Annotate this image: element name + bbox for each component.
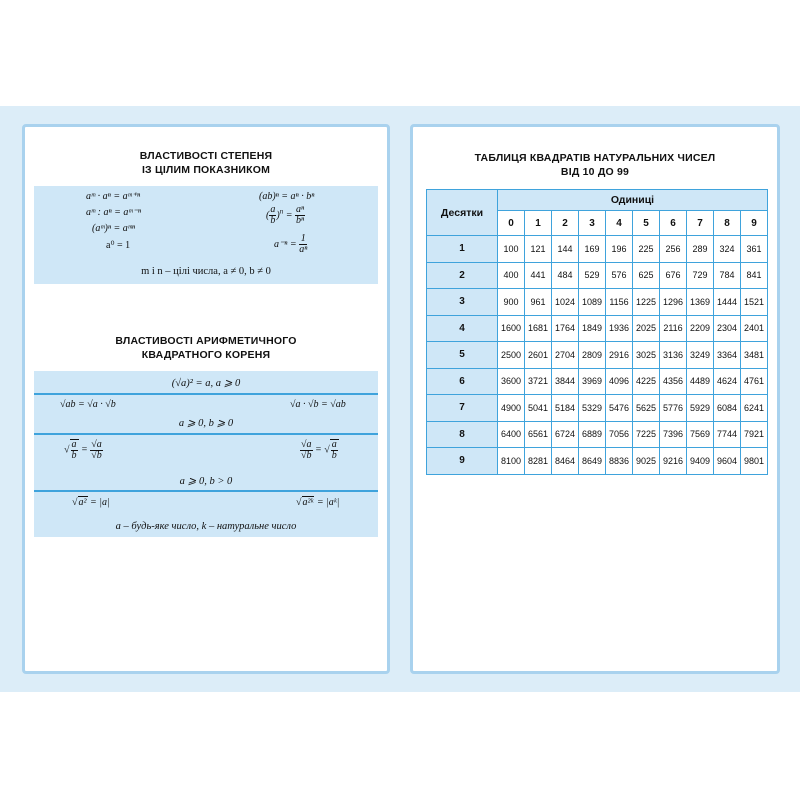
square-cell: 1600: [498, 315, 525, 342]
square-cell: 1681: [525, 315, 552, 342]
square-cell: 5625: [633, 395, 660, 422]
formula-power-of-power: (aᵐ)ⁿ = aᵐⁿ: [92, 223, 136, 234]
square-cell: 5929: [687, 395, 714, 422]
square-cell: 2401: [741, 315, 768, 342]
square-cell: 225: [633, 236, 660, 263]
table-row: [427, 421, 768, 448]
r6-rhs: = |a|: [90, 497, 110, 508]
square-cell: 961: [525, 289, 552, 316]
table-row: [427, 395, 768, 422]
square-cell: 784: [714, 262, 741, 289]
square-cell: 3025: [633, 342, 660, 369]
r4-a: a: [71, 439, 77, 450]
square-cell: 400: [498, 262, 525, 289]
square-cell: 484: [552, 262, 579, 289]
digit-header: 6: [660, 211, 687, 236]
square-cell: 900: [498, 289, 525, 316]
square-cell: 1764: [552, 315, 579, 342]
formula-root-of-even-power: √a²ᵏ = |aᵏ|: [296, 497, 340, 508]
square-cell: 4761: [741, 368, 768, 395]
formula-root-of-product: √ab = √a · √b: [60, 399, 116, 410]
square-cell: 9216: [660, 448, 687, 475]
square-cell: 729: [687, 262, 714, 289]
square-cell: 2500: [498, 342, 525, 369]
root-title-line-2: КВАДРАТНОГО КОРЕНЯ: [141, 349, 271, 361]
digit-header: 1: [525, 211, 552, 236]
square-cell: 1024: [552, 289, 579, 316]
root-title-line-1: ВЛАСТИВОСТІ АРИФМЕТИЧНОГО: [115, 335, 297, 347]
square-cell: 1089: [579, 289, 606, 316]
tens-cell: 9: [427, 448, 498, 475]
table-row: [427, 262, 768, 289]
table-row: [427, 448, 768, 475]
r4-sa: a: [96, 438, 102, 450]
square-cell: 1369: [687, 289, 714, 316]
squares-table: [426, 189, 768, 475]
square-cell: 5329: [579, 395, 606, 422]
square-cell: 3721: [525, 368, 552, 395]
square-cell: 7569: [687, 421, 714, 448]
square-cell: 3364: [714, 342, 741, 369]
root-condition: a – будь-яке число, k – натуральне число: [115, 521, 297, 532]
square-cell: 1936: [606, 315, 633, 342]
square-cell: 9604: [714, 448, 741, 475]
square-cell: 1444: [714, 289, 741, 316]
square-cell: 169: [579, 236, 606, 263]
power-properties-title: [25, 149, 387, 177]
left-page: [22, 124, 390, 674]
square-cell: 5184: [552, 395, 579, 422]
square-cell: 144: [552, 236, 579, 263]
digit-header: 9: [741, 211, 768, 236]
square-cell: 9801: [741, 448, 768, 475]
table-row: [427, 315, 768, 342]
square-cell: 3136: [660, 342, 687, 369]
tens-cell: 6: [427, 368, 498, 395]
square-cell: 9025: [633, 448, 660, 475]
square-cell: 2304: [714, 315, 741, 342]
square-cell: 289: [687, 236, 714, 263]
r7: a²ᵏ: [302, 497, 314, 508]
header-units: Одиниці: [498, 190, 768, 211]
square-cell: 1521: [741, 289, 768, 316]
square-cell: 4624: [714, 368, 741, 395]
square-cell: 6561: [525, 421, 552, 448]
square-cell: 256: [660, 236, 687, 263]
r7-rhs: = |aᵏ|: [316, 497, 340, 508]
square-cell: 8836: [606, 448, 633, 475]
square-cell: 2601: [525, 342, 552, 369]
formula-quotient-of-roots: $\frac{√a}{√b}$ = √ $\frac{a}{b}$: [301, 438, 337, 461]
square-cell: 5041: [525, 395, 552, 422]
square-cell: 7225: [633, 421, 660, 448]
formula-product-of-powers: aᵐ · aⁿ = aᵐ⁺ⁿ: [86, 191, 141, 202]
squares-table-title: [413, 151, 777, 179]
square-cell: 7744: [714, 421, 741, 448]
f6-lhs-num: a: [270, 204, 276, 215]
square-cell: 1225: [633, 289, 660, 316]
square-cell: 441: [525, 262, 552, 289]
tens-cell: 4: [427, 315, 498, 342]
square-cell: 2025: [633, 315, 660, 342]
table-row: [427, 236, 768, 263]
r5-sa: a: [306, 438, 312, 450]
table-row: [427, 368, 768, 395]
square-cell: 7921: [741, 421, 768, 448]
table-body: [427, 236, 768, 475]
right-page: [410, 124, 780, 674]
formula-square-of-root: (√a)² = a, a ⩾ 0: [171, 378, 241, 389]
square-cell: 4225: [633, 368, 660, 395]
header-tens: Десятки: [427, 190, 498, 236]
square-cell: 6889: [579, 421, 606, 448]
formula-root-of-quotient: √ $\frac{a}{b}$ = $\frac{√a}{√b}$: [64, 438, 102, 461]
formula-product-of-roots: √a · √b = √ab: [290, 399, 346, 410]
root-formula-box: [34, 371, 378, 537]
square-cell: 1296: [660, 289, 687, 316]
digit-header: 7: [687, 211, 714, 236]
formula-quotient-of-powers: aᵐ : aⁿ = aᵐ⁻ⁿ: [86, 207, 141, 218]
square-cell: 8649: [579, 448, 606, 475]
square-cell: 6084: [714, 395, 741, 422]
square-cell: 3249: [687, 342, 714, 369]
square-cell: 3844: [552, 368, 579, 395]
formula-root-of-square: √a² = |a|: [72, 497, 110, 508]
formula-negative-exponent: [274, 234, 307, 255]
square-cell: 3969: [579, 368, 606, 395]
square-cell: 6724: [552, 421, 579, 448]
square-cell: 8100: [498, 448, 525, 475]
square-cell: 4900: [498, 395, 525, 422]
square-cell: 2809: [579, 342, 606, 369]
r5-sb: b: [306, 449, 312, 461]
square-cell: 361: [741, 236, 768, 263]
square-cell: 625: [633, 262, 660, 289]
tens-cell: 7: [427, 395, 498, 422]
square-cell: 8464: [552, 448, 579, 475]
formula-power-of-quotient: ( $\frac{a}{b}$ )$^n$ = $\frac{\text{aⁿ}}{\text{bⁿ}}$: [266, 204, 305, 226]
square-cell: 841: [741, 262, 768, 289]
f7-den: aⁿ: [299, 244, 308, 255]
f6-lhs-den: b: [270, 215, 276, 226]
square-cell: 4096: [606, 368, 633, 395]
square-cell: 324: [714, 236, 741, 263]
square-cell: 196: [606, 236, 633, 263]
condition-positive: a ⩾ 0, b > 0: [179, 476, 233, 487]
square-cell: 3600: [498, 368, 525, 395]
formula-zero-exponent: a⁰ = 1: [106, 240, 131, 251]
power-title-line-2: ІЗ ЦІЛИМ ПОКАЗНИКОМ: [141, 164, 271, 176]
power-title-line-1: ВЛАСТИВОСТІ СТЕПЕНЯ: [139, 150, 273, 162]
power-condition: m і n – цілі числа, a ≠ 0, b ≠ 0: [141, 266, 271, 277]
r5-b: b: [331, 450, 337, 461]
table-title-line-1: ТАБЛИЦЯ КВАДРАТІВ НАТУРАЛЬНИХ ЧИСЕЛ: [474, 152, 716, 164]
f7-lhs: a⁻ⁿ =: [274, 238, 297, 250]
tens-cell: 5: [427, 342, 498, 369]
square-cell: 5776: [660, 395, 687, 422]
square-cell: 6400: [498, 421, 525, 448]
divider: [34, 433, 378, 435]
digit-header: 3: [579, 211, 606, 236]
square-cell: 4356: [660, 368, 687, 395]
square-cell: 576: [606, 262, 633, 289]
table-row: [427, 289, 768, 316]
square-cell: 1849: [579, 315, 606, 342]
tens-cell: 1: [427, 236, 498, 263]
square-cell: 5476: [606, 395, 633, 422]
digit-header: 0: [498, 211, 525, 236]
root-properties-title: [25, 334, 387, 362]
square-cell: 4489: [687, 368, 714, 395]
digit-header: 8: [714, 211, 741, 236]
square-cell: 6241: [741, 395, 768, 422]
r5-a: a: [331, 439, 337, 450]
square-cell: 2916: [606, 342, 633, 369]
f7-num: 1: [300, 233, 306, 244]
square-cell: 2209: [687, 315, 714, 342]
square-cell: 1156: [606, 289, 633, 316]
square-cell: 2116: [660, 315, 687, 342]
square-cell: 7396: [660, 421, 687, 448]
square-cell: 529: [579, 262, 606, 289]
digit-header: 2: [552, 211, 579, 236]
square-cell: 2704: [552, 342, 579, 369]
r6: a²: [78, 497, 87, 508]
table-row: [427, 342, 768, 369]
condition-nonneg: a ⩾ 0, b ⩾ 0: [178, 418, 234, 429]
square-cell: 7056: [606, 421, 633, 448]
digit-header: 5: [633, 211, 660, 236]
square-cell: 9409: [687, 448, 714, 475]
divider: [34, 490, 378, 492]
square-cell: 100: [498, 236, 525, 263]
table-title-line-2: ВІД 10 ДО 99: [560, 166, 630, 178]
divider: [34, 393, 378, 395]
power-formula-box: [34, 186, 378, 284]
tens-cell: 8: [427, 421, 498, 448]
formula-power-of-product: (ab)ⁿ = aⁿ · bⁿ: [259, 191, 315, 202]
tens-cell: 2: [427, 262, 498, 289]
square-cell: 121: [525, 236, 552, 263]
square-cell: 3481: [741, 342, 768, 369]
square-cell: 676: [660, 262, 687, 289]
r4-sb: b: [96, 449, 102, 461]
digit-header: 4: [606, 211, 633, 236]
f6-den: bⁿ: [295, 215, 305, 226]
r4-b: b: [71, 450, 77, 461]
tens-cell: 3: [427, 289, 498, 316]
f6-num: aⁿ: [295, 204, 305, 215]
f6-exp: n: [279, 207, 284, 216]
square-cell: 8281: [525, 448, 552, 475]
